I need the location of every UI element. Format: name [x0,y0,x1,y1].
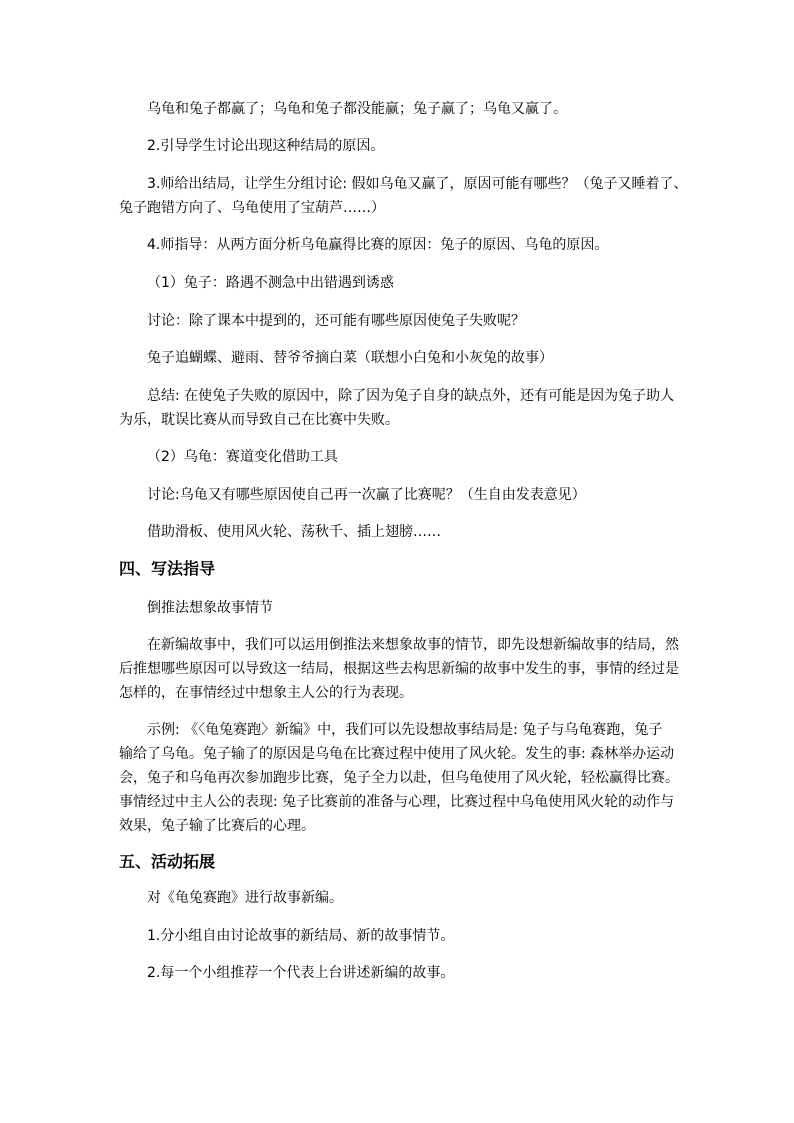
paragraph-discussion-rabbit: 讨论：除了课本中提到的，还可能有哪些原因使兔子失败呢？ [147,313,525,329]
paragraph-tortoise-examples: 借助滑板、使用风火轮、荡秋千、插上翅膀…… [147,524,441,540]
paragraph-summary-line-2: 为乐，耽误比赛从而导致自己在比赛中失败。 [119,412,399,428]
paragraph-rabbit-examples: 兔子追蝴蝶、避雨、替爷爷摘白菜（联想小白兔和小灰兔的故事） [147,350,553,366]
paragraph-example-line-3: 会，兔子和乌龟再次参加跑步比赛，兔子全力以赴，但乌龟使用了风火轮，轻松赢得比赛。 [119,770,679,786]
paragraph-example-line-2: 输给了乌龟。兔子输了的原因是乌龟在比赛过程中使用了风火轮。发生的事: 森林举办运动 [119,746,675,762]
paragraph-example-line-4: 事情经过中主人公的表现: 兔子比赛前的准备与心理，比赛过程中乌龟使用风火轮的动作与 [119,794,675,810]
paragraph-method-line-3: 怎样的，在事情经过中想象主人公的行为表现。 [119,685,413,701]
paragraph-method-line-2: 后推想哪些原因可以导致这一结局，根据这些去构思新编的故事中发生的事，事情的经过是 [119,661,679,677]
paragraph-activity-intro: 对《龟兔赛跑》进行故事新编。 [147,890,343,906]
paragraph-rabbit-reason: （1）兔子：路遇不测急中出错遇到诱惑 [147,275,394,291]
paragraph-discussion-tortoise: 讨论:乌龟又有哪些原因使自己再一次赢了比赛呢？（生自由发表意见） [147,487,586,503]
section-heading-writing-guide: 四、写法指导 [119,559,216,578]
section-heading-activity: 五、活动拓展 [119,852,216,871]
paragraph-example-line-5: 效果，兔子输了比赛后的心理。 [119,818,315,834]
paragraph-activity-step-2: 2.每一个小组推荐一个代表上台讲述新编的故事。 [147,965,455,981]
paragraph-summary-line-1: 总结: 在使兔子失败的原因中，除了因为兔子自身的缺点外，还有可能是因为兔子助人 [147,388,675,404]
paragraph-step-4: 4.师指导：从两方面分析乌龟赢得比赛的原因：兔子的原因、乌龟的原因。 [147,237,609,253]
paragraph-step-3-line-1: 3.师给出结局，让学生分组讨论: 假如乌龟又赢了，原因可能有哪些？（兔子又睡着了、 [147,176,688,192]
paragraph-tortoise-reason: （2）乌龟：赛道变化借助工具 [147,449,338,465]
paragraph-backward-method: 倒推法想象故事情节 [147,600,273,616]
paragraph-step-2: 2.引导学生讨论出现这种结局的原因。 [147,138,385,154]
paragraph-activity-step-1: 1.分小组自由讨论故事的新结局、新的故事情节。 [147,928,455,944]
paragraph-method-line-1: 在新编故事中，我们可以运用倒推法来想象故事的情节，即先设想新编故事的结局，然 [147,637,679,653]
paragraph-outcomes: 乌龟和兔子都赢了；乌龟和兔子都没能赢；兔子赢了；乌龟又赢了。 [147,101,567,117]
paragraph-step-3-line-2: 兔子跑错方向了、乌龟使用了宝葫芦……） [119,200,385,216]
paragraph-example-line-1: 示例: 《〈龟兔赛跑〉新编》中，我们可以先设想故事结局是: 兔子与乌龟赛跑，兔子 [147,722,663,738]
